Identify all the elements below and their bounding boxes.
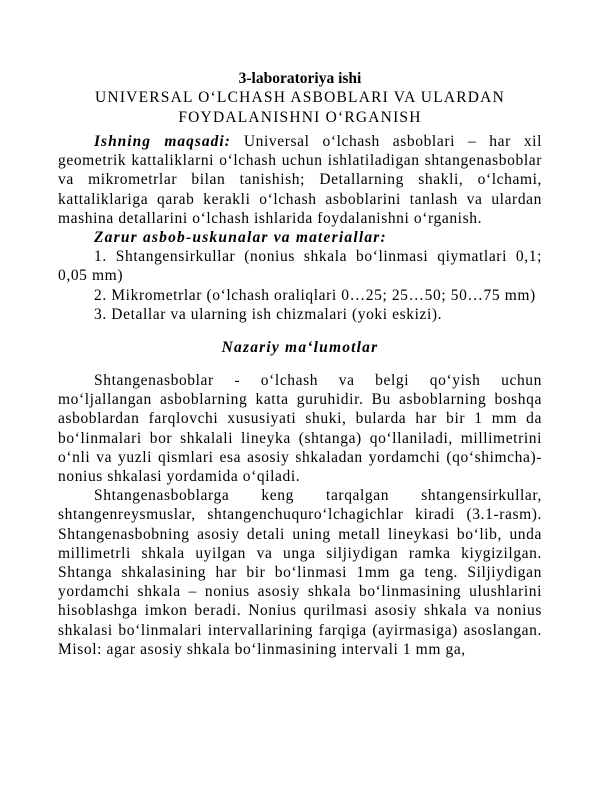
purpose-label: Ishning maqsadi: bbox=[94, 133, 231, 150]
purpose-text: Universal o‘lchash asboblari – har xil geometrik kattaliklarni o‘lchash uchun ishlatiladigan shtangenasboblar va mikrometrlar bilan tanishish; Detallarning shakli, o‘lchami, kattaliklariga qarab kerakli o‘lchash asboblarini tanlash va ulardan mashina detallarini o‘lchash ishlarida foydalanishni o‘rganish. bbox=[58, 133, 542, 227]
theory-paragraph-1: Shtangenasboblar - o‘lchash va belgi qo‘yish uchun mo‘ljallangan asboblarning katta guruhidir. Bu asboblarning boshqa asboblardan farqlovchi xususiyati shuki, bularda har bir 1 mm da bo‘linmalari bor shkalali lineyka (shtanga) qo‘llaniladi, millimetrini o‘nli va yuzli qismlari esa asosiy shkaladan yordamchi (qo‘shimcha)-nonius shkalasi yordamida o‘qiladi. bbox=[58, 372, 542, 486]
material-item-1: 1. Shtangensirkullar (nonius shkala bo‘linmasi qiymatlari 0,1; 0,05 mm) bbox=[58, 248, 542, 285]
material-item-3: 3. Detallar va ularning ish chizmalari (yoki eskizi). bbox=[94, 305, 443, 323]
theory-paragraph-2: Shtangenasboblarga keng tarqalgan shtangensirkullar, shtangenreysmuslar, shtangenchuquro‘lchagichlar kiradi (3.1-rasm). Shtangenasbobning asosiy detali uning metall lineykasi bo‘lib, unda millimetrli shkala uyilgan va unga siljiydigan ramka kiygizilgan. Shtanga shkalasining har bir bo‘linmasi 1mm ga teng. Siljiydigan yordamchi shkala – nonius asosiy shkala bo‘linmasining ulushlarini hisoblashga imkon beradi. Nonius qurilmasi asosiy shkala va nonius shkalasi bo‘linmalari intervallarining farqiga (ayirmasiga) asoslangan. Misol: agar asosiy shkala bo‘linmasining intervali 1 mm ga, bbox=[58, 487, 542, 658]
purpose-paragraph bbox=[58, 132, 542, 228]
title-line-2: FOYDALANISHNI O‘RGANISH bbox=[178, 109, 422, 126]
theory-heading: Nazariy ma‘lumotlar bbox=[221, 339, 379, 357]
title-line-1: UNIVERSAL O‘LCHASH ASBOBLARI VA ULARDAN bbox=[95, 89, 505, 106]
material-item-2: 2. Mikrometrlar (o‘lchash oraliqlari 0…25; 25…50; 50…75 mm) bbox=[94, 286, 536, 304]
materials-heading: Zarur asbob-uskunalar va materiallar: bbox=[94, 229, 387, 247]
lab-number: 3-laboratoriya ishi bbox=[238, 70, 362, 87]
